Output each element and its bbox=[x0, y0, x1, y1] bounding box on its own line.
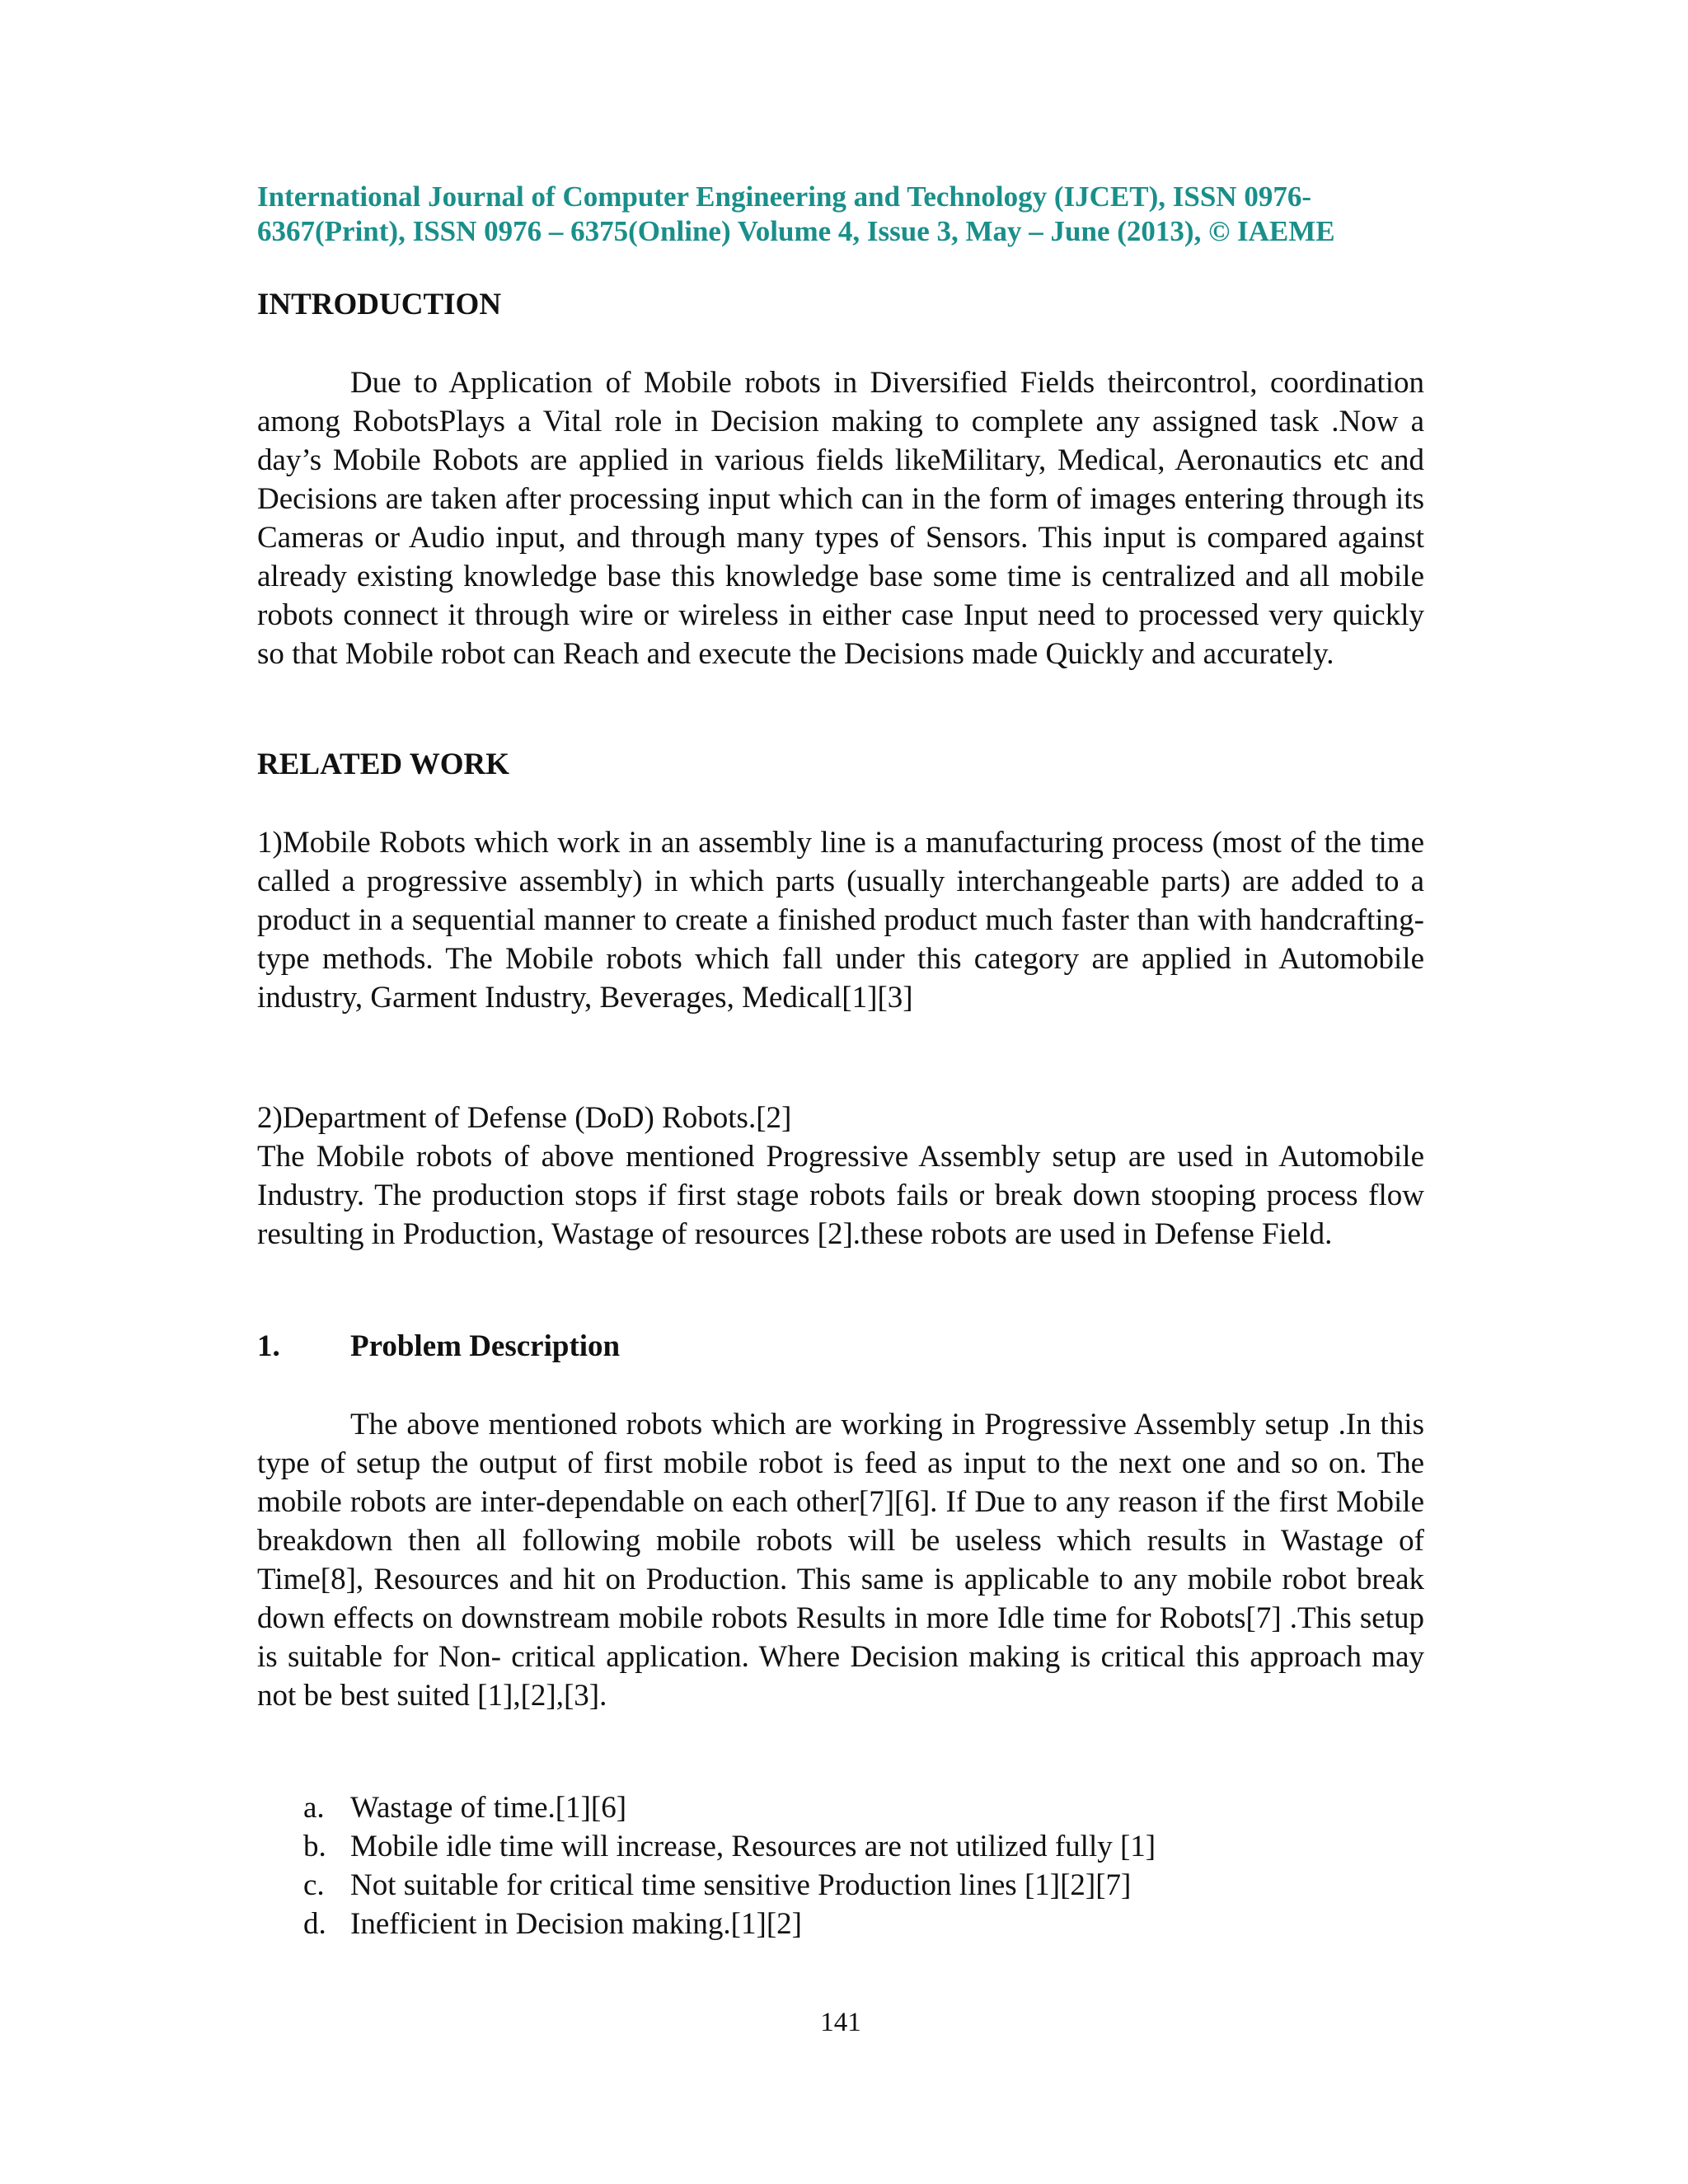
journal-header-line-1: International Journal of Computer Engineering and Technology (IJCET), ISSN 0976- bbox=[257, 180, 1311, 213]
page-number: 141 bbox=[820, 2008, 861, 2037]
list-item-marker: a. bbox=[303, 1791, 325, 1825]
list-item-marker: b. bbox=[303, 1830, 326, 1863]
related-work-heading: RELATED WORK bbox=[257, 748, 509, 781]
list-item-text: Mobile idle time will increase, Resources are not utilized fully [1] bbox=[350, 1830, 1156, 1863]
list-item-text: Not suitable for critical time sensitive Production lines [1][2][7] bbox=[350, 1868, 1132, 1902]
list-item bbox=[303, 1827, 1375, 1866]
list-item bbox=[303, 1905, 1375, 1943]
list-item bbox=[303, 1866, 1375, 1905]
related-work-item-1: 1)Mobile Robots which work in an assembly line is a manufacturing process (most of the time called a progressive assembly) in which parts (usually interchangeable parts) are added to a product in a sequential manner to create a finished product much faster than with handcrafting-type methods. The Mobile robots which fall under this category are applied in Automobile industry, Garment Industry, Beverages, Medical[1][3] bbox=[257, 826, 1424, 1015]
list-item-text: Wastage of time.[1][6] bbox=[350, 1791, 627, 1825]
list-item-marker: d. bbox=[303, 1907, 326, 1941]
problem-list bbox=[303, 1788, 1375, 1943]
problem-description-paragraph: The above mentioned robots which are working in Progressive Assembly setup .In this type of setup the output of first mobile robot is feed as input to the next one and so on. The mobile robots are inter-dependable on each other[7][6]. If Due to any reason if the first Mobile breakdown then all following mobile robots will be useless which results in Wastage of Time[8], Resources and hit on Production. This same is applicable to any mobile robot break down effects on downstream mobile robots Results in more Idle time for Robots[7] .This setup is suitable for Non- critical application. Where Decision making is critical this approach may not be best suited [1],[2],[3]. bbox=[257, 1408, 1424, 1713]
problem-section-number: 1. bbox=[257, 1329, 280, 1363]
journal-header-line-2: 6367(Print), ISSN 0976 – 6375(Online) Volume 4, Issue 3, May – June (2013), © IAEME bbox=[257, 215, 1335, 247]
introduction-heading: INTRODUCTION bbox=[257, 288, 502, 321]
problem-section-title: Problem Description bbox=[350, 1329, 621, 1363]
related-work-item-2-title: 2)Department of Defense (DoD) Robots.[2] bbox=[257, 1101, 792, 1135]
introduction-paragraph: Due to Application of Mobile robots in Diversified Fields theircontrol, coordination among RobotsPlays a Vital role in Decision making to complete any assigned task .Now a day’s Mobile Robots are applied in various fields likeMilitary, Medical, Aeronautics etc and Decisions are taken after processing input which can in the form of images entering through its Cameras or Audio input, and through many types of Sensors. This input is compared against already existing knowledge base this knowledge base some time is centralized and all mobile robots connect it through wire or wireless in either case Input need to processed very quickly so that Mobile robot can Reach and execute the Decisions made Quickly and accurately. bbox=[257, 366, 1424, 671]
list-item bbox=[303, 1788, 1375, 1827]
list-item-text: Inefficient in Decision making.[1][2] bbox=[350, 1907, 802, 1941]
list-item-marker: c. bbox=[303, 1868, 325, 1902]
paper-page bbox=[257, 0, 1424, 2184]
related-work-item-2-body: The Mobile robots of above mentioned Progressive Assembly setup are used in Automobile Industry. The production stops if first stage robots fails or break down stooping process flow resulting in Production, Wastage of resources [2].these robots are used in Defense Field. bbox=[257, 1140, 1424, 1251]
problem-description-heading bbox=[257, 1329, 620, 1365]
journal-header bbox=[257, 180, 1424, 249]
